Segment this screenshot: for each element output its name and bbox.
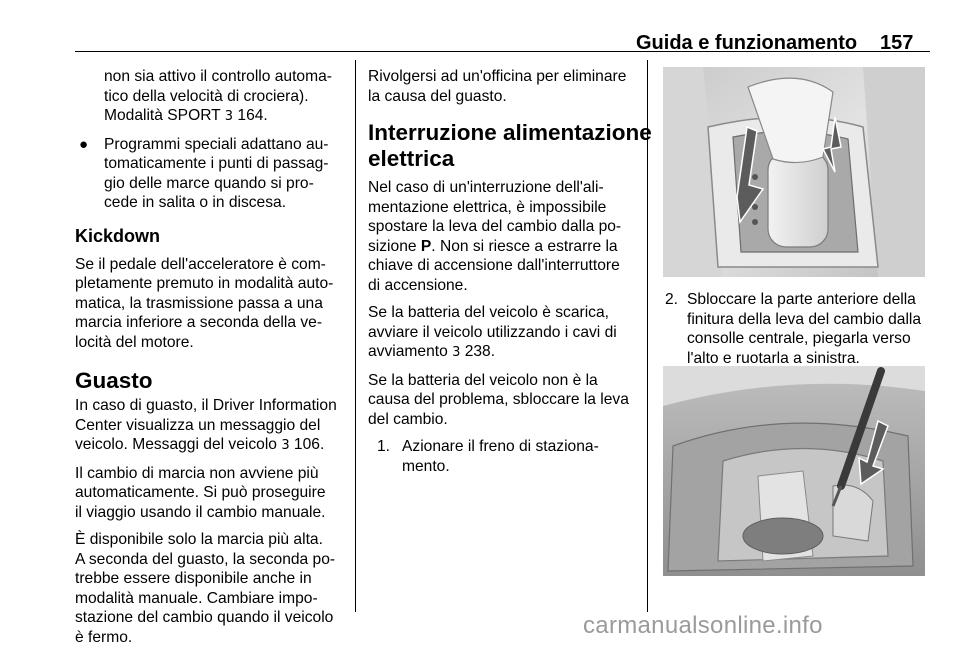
- header-divider: [75, 51, 930, 52]
- text-line: Center visualizza un messaggio del: [75, 416, 321, 434]
- text-line: In caso di guasto, il Driver Information: [75, 397, 337, 414]
- text-line: mentazione elettrica, è impossibile: [368, 198, 607, 216]
- heading-line: Interruzione alimentazione: [368, 120, 652, 145]
- text-line: Programmi speciali adattano au-: [104, 135, 329, 153]
- text-line: è fermo.: [75, 628, 133, 646]
- text-line: trebbe essere disponibile anche in: [75, 570, 312, 587]
- page-number: 157: [880, 32, 914, 54]
- text-line: avviare il veicolo utilizzando i cavi di: [368, 323, 617, 341]
- text-line: l'alto e ruotarla a sinistra.: [687, 349, 860, 367]
- page-ref-arrow-icon: 3: [224, 109, 234, 124]
- step-1: [377, 437, 640, 476]
- column-divider-1: [355, 60, 356, 612]
- trim-release-drawing: [663, 366, 925, 576]
- text-line: il viaggio usando il cambio manuale.: [75, 503, 326, 521]
- column-3: [665, 290, 927, 376]
- unlock-paragraph: [368, 371, 640, 430]
- column-2: [368, 67, 652, 476]
- text-line: consolle centrale, piegarla verso: [687, 330, 911, 347]
- text-line: Nel caso di un'interruzione dell'ali-: [368, 179, 604, 196]
- text-line: Se la batteria del veicolo non è la: [368, 371, 598, 389]
- battery-paragraph: [368, 303, 640, 363]
- text-line: Rivolgersi ad un'officina per eliminare: [368, 68, 627, 85]
- gear-position-label: P: [420, 237, 432, 255]
- text-line: di accensione.: [368, 276, 468, 294]
- guasto-heading: Guasto: [75, 368, 153, 393]
- column-1: [75, 67, 347, 655]
- page-header-title: Guida e funzionamento: [636, 32, 858, 54]
- watermark: carmanualsonline.info: [583, 612, 823, 639]
- text-line: del cambio.: [368, 410, 448, 428]
- text-line: Azionare il freno di staziona-: [402, 438, 599, 455]
- section-heading: [368, 120, 652, 172]
- text-line: tico della velocità di crociera).: [104, 87, 309, 105]
- step-number: 1.: [377, 438, 391, 455]
- kickdown-heading: Kickdown: [75, 225, 161, 246]
- text-line: matica, la trasmissione passa a una: [75, 294, 323, 312]
- text-line: Se il pedale dell'acceleratore è com-: [75, 255, 326, 273]
- text-line: A seconda del guasto, la seconda po-: [75, 550, 336, 568]
- intro-paragraph: [368, 67, 640, 106]
- text-line: veicolo. Messaggi del veicolo 3 106.: [75, 436, 325, 453]
- text-line: gio delle marce quando si pro-: [104, 174, 314, 192]
- text-line: Il cambio di marcia non avviene più: [75, 464, 319, 482]
- text-line: mento.: [402, 457, 450, 475]
- text-line: È disponibile solo la marcia più alta.: [75, 531, 323, 548]
- step-2: [665, 290, 927, 368]
- page-ref-arrow-icon: 3: [452, 345, 461, 360]
- page-ref-arrow-icon: 3: [281, 438, 290, 453]
- guasto-paragraph-1: [75, 396, 347, 456]
- heading-line: elettrica: [368, 146, 455, 171]
- power-failure-paragraph: [368, 178, 640, 295]
- text-line: avviamento 3 238.: [368, 343, 496, 360]
- text-line: marcia inferiore a seconda della ve-: [75, 314, 323, 331]
- step-number: 2.: [665, 291, 679, 308]
- gear-selector-drawing: [663, 67, 925, 277]
- continued-paragraph: [75, 67, 347, 127]
- text-line: chiave di accensione dall'interruttore: [368, 257, 620, 274]
- text-line: Se la batteria del veicolo è scarica,: [368, 304, 609, 321]
- trim-release-illustration: [663, 366, 925, 576]
- text-line: locità del motore.: [75, 333, 194, 351]
- text-line: pletamente premuto in modalità auto-: [75, 275, 334, 292]
- text-line: sizione P. Non si riesce a estrarre la: [368, 237, 618, 255]
- text-line: modalità manuale. Cambiare impo-: [75, 589, 318, 607]
- text-line: non sia attivo il controllo automa-: [104, 68, 332, 85]
- bullet-item: [75, 135, 347, 213]
- text-line: cede in salita o in discesa.: [104, 194, 287, 211]
- text-line: la causa del guasto.: [368, 87, 507, 105]
- guasto-paragraph-3: [75, 530, 347, 647]
- text-line: spostare la leva del cambio dalla po-: [368, 218, 622, 235]
- text-line: tomaticamente i punti di passag-: [104, 155, 329, 172]
- text-line: finitura della leva del cambio dalla: [687, 310, 922, 328]
- gear-selector-illustration: [663, 67, 925, 277]
- text-line: Modalità SPORT 3 164.: [104, 107, 268, 124]
- kickdown-paragraph: [75, 255, 347, 353]
- guasto-paragraph-2: [75, 464, 347, 523]
- text-line: stazione del cambio quando il veicolo: [75, 609, 334, 626]
- bullet-icon: ●: [79, 135, 89, 153]
- text-line: automaticamente. Si può proseguire: [75, 484, 326, 501]
- text-line: Sbloccare la parte anteriore della: [687, 291, 916, 308]
- text-line: causa del problema, sbloccare la leva: [368, 391, 629, 408]
